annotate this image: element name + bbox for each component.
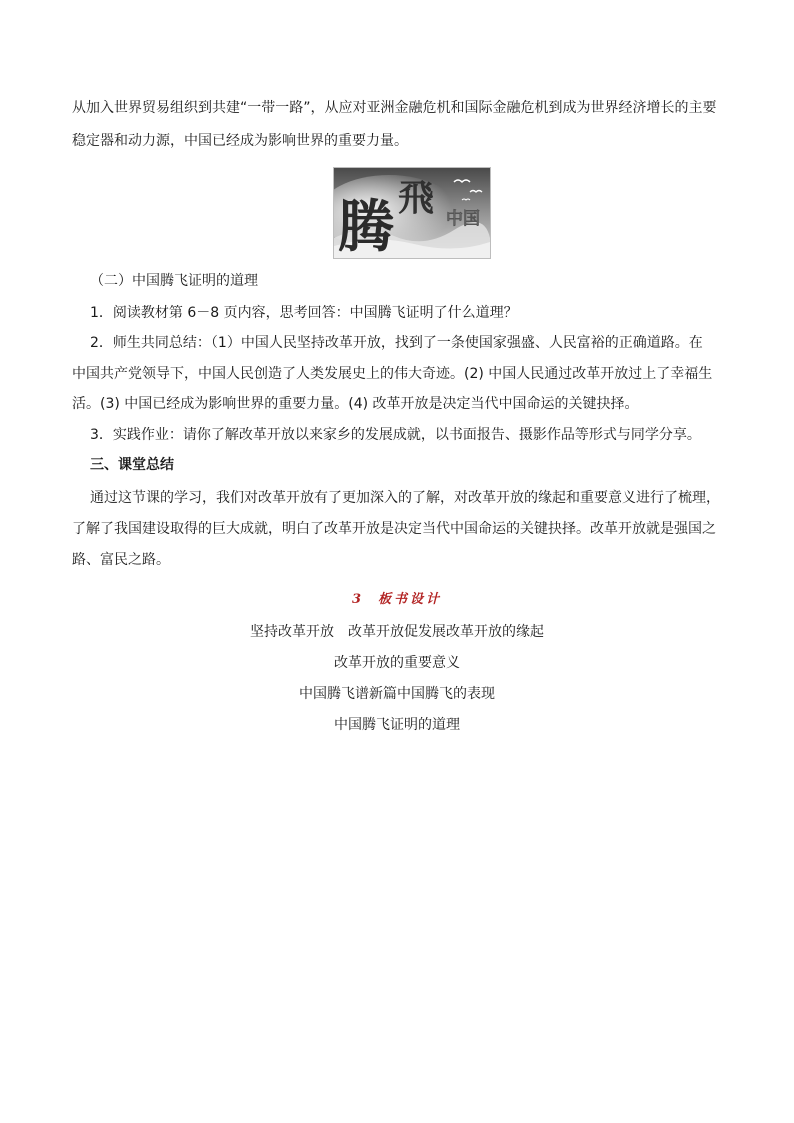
banner-text-zhongguo: 中国	[446, 209, 480, 229]
banner-char-teng: 腾	[338, 194, 394, 258]
board-design-title-text: 板书设计	[378, 592, 443, 607]
banner-char-fei: 飛	[398, 177, 435, 219]
section2-item-2-line-1: 2．师生共同总结：（1）中国人民坚持改革开放，找到了一条使国家强盛、人民富裕的正确道路。在	[90, 335, 703, 351]
intro-line-2: 稳定器和动力源，中国已经成为影响世界的重要力量。	[72, 133, 408, 149]
board-design-number: 3	[351, 592, 365, 607]
board-design-title	[0, 588, 794, 607]
summary-line-3: 路、富民之路。	[72, 552, 170, 568]
summary-heading: 三、课堂总结	[90, 457, 174, 473]
section2-item-1: 1．阅读教材第 6－8 页内容，思考回答：中国腾飞证明了什么道理？	[90, 305, 518, 321]
china-soaring-banner-image	[333, 167, 491, 259]
section2-item-3: 3．实践作业：请你了解改革开放以来家乡的发展成就，以书面报告、摄影作品等形式与同学分享。	[90, 427, 701, 443]
summary-line-1: 通过这节课的学习，我们对改革开放有了更加深入的了解，对改革开放的缘起和重要意义进行了梳理，	[90, 490, 720, 506]
board-line-3: 中国腾飞谱新篇中国腾飞的表现	[299, 686, 495, 702]
summary-line-2: 了解了我国建设取得的巨大成就，明白了改革开放是决定当代中国命运的关键抉择。改革开放就是强国之	[72, 521, 716, 537]
section2-heading: （二）中国腾飞证明的道理	[90, 273, 258, 289]
board-line-1: 坚持改革开放 改革开放促发展改革开放的缘起	[250, 624, 544, 640]
section2-item-2-line-3: 活。(3) 中国已经成为影响世界的重要力量。(4) 改革开放是决定当代中国命运的关键抉择。	[72, 396, 639, 412]
board-line-2: 改革开放的重要意义	[334, 655, 460, 671]
intro-line-1: 从加入世界贸易组织到共建“一带一路”，从应对亚洲金融危机和国际金融危机到成为世界经济增长的主要	[72, 100, 717, 116]
board-line-4: 中国腾飞证明的道理	[334, 717, 460, 733]
section2-item-2-line-2: 中国共产党领导下，中国人民创造了人类发展史上的伟大奇迹。(2) 中国人民通过改革开放过上了幸福生	[72, 366, 713, 382]
